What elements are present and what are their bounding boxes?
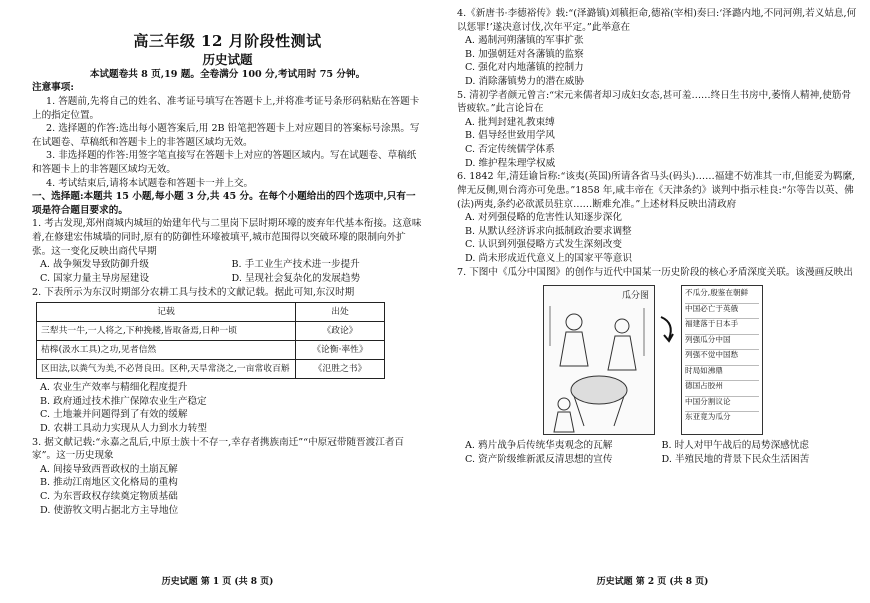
question-4 (457, 7, 858, 89)
question-stem: 3. 据文献记载:“永嘉之乱后,中原士族十不存一,幸存者携族南迁”“中原冠带随晋渡江者百家”。这一历史现象 (32, 436, 405, 462)
table-row (37, 322, 385, 341)
option-d[interactable]: D. 消除藩镇势力的潜在威胁 (465, 76, 584, 88)
option-d[interactable]: D. 呈现社会复杂化的发展趋势 (231, 272, 361, 284)
table-header: 出处 (296, 303, 385, 322)
list-item: 东亚竟为瓜分 (685, 412, 731, 422)
option-d[interactable]: D. 尚未形成近代意义上的国家平等意识 (465, 252, 632, 264)
option-c[interactable]: C. 资产阶级维新派反清思想的宣传 (465, 453, 613, 465)
page-footer: 历史试题 第 2 页 (共 8 页) (596, 577, 709, 588)
option-b[interactable]: B. 手工业生产技术进一步提升 (231, 259, 360, 271)
section-heading: 一、选择题:本题共 15 小题,每小题 3 分,共 45 分。在每个小题给出的四个选项中,只有一项是符合题目要求的。 (32, 191, 416, 216)
option-d[interactable]: D. 半殖民地的背景下民众生活困苦 (661, 453, 810, 465)
question-stem: 1. 考古发现,郑州商城内城垣的始建年代与二里岗下层时期环壕的废弃年代基本衔接。这意味着,在修建宏伟城墙的同时,原有的防御性环壕被填平,城市范围得以突破环壕的限制向外扩张。这一变化反映出商代早期 (32, 218, 422, 257)
cartoon-image (543, 285, 655, 435)
table-cell: 区田法,以粪气为美,不必肾良田。区种,天旱常浇之,一亩常收百斛 (37, 360, 296, 379)
question-6 (457, 170, 858, 265)
table-cell: 桔槔(汲水工具)之功,见者信然 (37, 341, 296, 360)
question-5 (457, 89, 858, 171)
page-footer: 历史试题 第 1 页 (共 8 页) (161, 577, 274, 588)
list-item: 德国占胶州 (685, 381, 759, 397)
option-a[interactable]: A. 农业生产效率与精细化程度提升 (40, 382, 188, 394)
source-table (36, 302, 385, 379)
option-a[interactable]: A. 战争频发导致防御升级 (40, 259, 149, 271)
exam-info: 本试题卷共 8 页,19 题。全卷满分 100 分,考试用时 75 分钟。 (89, 68, 366, 80)
table-cell: 《政论》 (296, 322, 385, 341)
question-1 (32, 217, 423, 285)
question-2 (32, 286, 423, 436)
question-stem: 5. 清初学者颜元曾言:“宋元来儒者却习成妇女态,甚可羞……终日生书房中,萎惰人精神,使筋骨皆疲软。”此言论旨在 (457, 89, 852, 115)
table-cell: 《氾胜之书》 (296, 360, 385, 379)
cartoon-drawing (544, 286, 654, 434)
list-item: 列强不觉中国愁 (685, 350, 759, 366)
cartoon-caption: 瓜分图 (622, 291, 650, 302)
list-item: 不瓜分,殷鉴在朝鲜 (685, 288, 759, 304)
exam-subtitle: 历史试题 (202, 51, 253, 67)
question-stem: 7. 下图中《瓜分中国图》的创作与近代中国某一历史阶段的核心矛盾深度关联。该漫画反映出 (457, 266, 853, 278)
option-d[interactable]: D. 使游牧文明占据北方主导地位 (40, 504, 179, 516)
question-stem: 6. 1842 年,清廷谕旨称:“该夷(英国)所请各省马头(码头)……福建不妨准其一市,但能妥为羁縻,俾无反侧,则台湾亦可免患。”1858 年,咸丰帝在《天津条约》谈判中指示桂良:“尔等告以英、佛(法)两夷,条约必欲派员驻京……断难允准。”上述材料反映出清政府 (457, 171, 856, 210)
option-a[interactable]: A. 遏制河朔藩镇的军事扩张 (465, 35, 584, 47)
option-c[interactable]: C. 强化对内地藩镇的控制力 (465, 62, 584, 74)
list-item: 中国分割议论 (685, 397, 759, 413)
notice-item: 4. 考试结束后,请将本试题卷和答题卡一并上交。 (46, 177, 254, 189)
table-row (37, 341, 385, 360)
question-3 (32, 436, 423, 518)
option-d[interactable]: D. 维护程朱理学权威 (465, 157, 556, 169)
option-c[interactable]: C. 为东晋政权存续奠定物质基础 (40, 490, 178, 502)
table-row (37, 360, 385, 379)
option-c[interactable]: C. 土地兼并问题得到了有效的缓解 (40, 409, 188, 421)
question-stem: 4.《新唐书·李德裕传》载:“(泽潞镇)刘稹拒命,德裕(宰相)奏曰:‘泽潞内地,不同河朔,若义姑息,何以惩罪!’遂决意讨伐,次年平定。”此举意在 (457, 8, 857, 33)
option-b[interactable]: B. 时人对甲午战后的局势深感忧虑 (661, 440, 809, 452)
option-a[interactable]: A. 批判封建礼教束缚 (465, 116, 555, 128)
option-a[interactable]: A. 鸦片战争后传统华夷观念的瓦解 (465, 440, 613, 452)
page-2 (435, 0, 870, 603)
option-c[interactable]: C. 认识到列强侵略方式发生深刻改变 (465, 239, 623, 251)
list-item: 福建落于日本手 (685, 319, 759, 335)
table-cell: 《论衡·率性》 (296, 341, 385, 360)
option-b[interactable]: B. 从默认经济诉求向抵制政治要求调整 (465, 225, 632, 237)
option-b[interactable]: B. 推动江南地区文化格局的重构 (40, 477, 178, 489)
option-c[interactable]: C. 国家力量主导房屋建设 (40, 272, 150, 284)
question-7 (457, 266, 858, 467)
notice-item: 1. 答题前,先将自己的姓名、准考证号填写在答题卡上,并将准考证号条形码粘贴在答题卡上的指定位置。 (32, 95, 420, 121)
table-header: 记载 (37, 303, 296, 322)
option-a[interactable]: A. 对列强侵略的危害性认知逐步深化 (465, 212, 622, 224)
notice-item: 2. 选择题的作答:选出每小题答案后,用 2B 铅笔把答题卡上对应题目的答案标号涂黑。写在试题卷、草稿纸和答题卡上的非答题区域均无效。 (32, 123, 420, 148)
option-d[interactable]: D. 农耕工具动力实现从人力到水力转型 (40, 422, 207, 434)
list-item: 列强瓜分中国 (685, 335, 759, 351)
list-item: 中国必亡于英俄 (685, 304, 759, 320)
option-c[interactable]: C. 否定传统儒学体系 (465, 144, 555, 156)
cartoon-figure (543, 285, 763, 435)
option-b[interactable]: B. 倡导经世致用学风 (465, 130, 555, 142)
notice-item: 3. 非选择题的作答:用签字笔直接写在答题卡上对应的答题区域内。写在试题卷、草稿纸和答题卡上的非答题区域均无效。 (32, 150, 417, 176)
question-stem: 2. 下表所示为东汉时期部分农耕工具与技术的文献记载。据此可知,东汉时期 (32, 286, 355, 298)
notice-heading: 注意事项: (32, 82, 74, 94)
list-item: 时局如沸鼎 (685, 366, 759, 382)
table-cell: 三犁共一牛,一人将之,下种挽耧,皆取备焉,日种一顷 (37, 322, 296, 341)
option-a[interactable]: A. 间接导致西晋政权的土崩瓦解 (40, 463, 178, 475)
curved-arrow-icon (659, 313, 677, 343)
table-header-row (37, 303, 385, 322)
option-b[interactable]: B. 加强朝廷对各藩镇的监察 (465, 48, 584, 60)
option-b[interactable]: B. 政府通过技术推广保障农业生产稳定 (40, 395, 207, 407)
cartoon-annotation-list (681, 285, 763, 435)
exam-title: 高三年级 12 月阶段性测试 (133, 32, 322, 50)
